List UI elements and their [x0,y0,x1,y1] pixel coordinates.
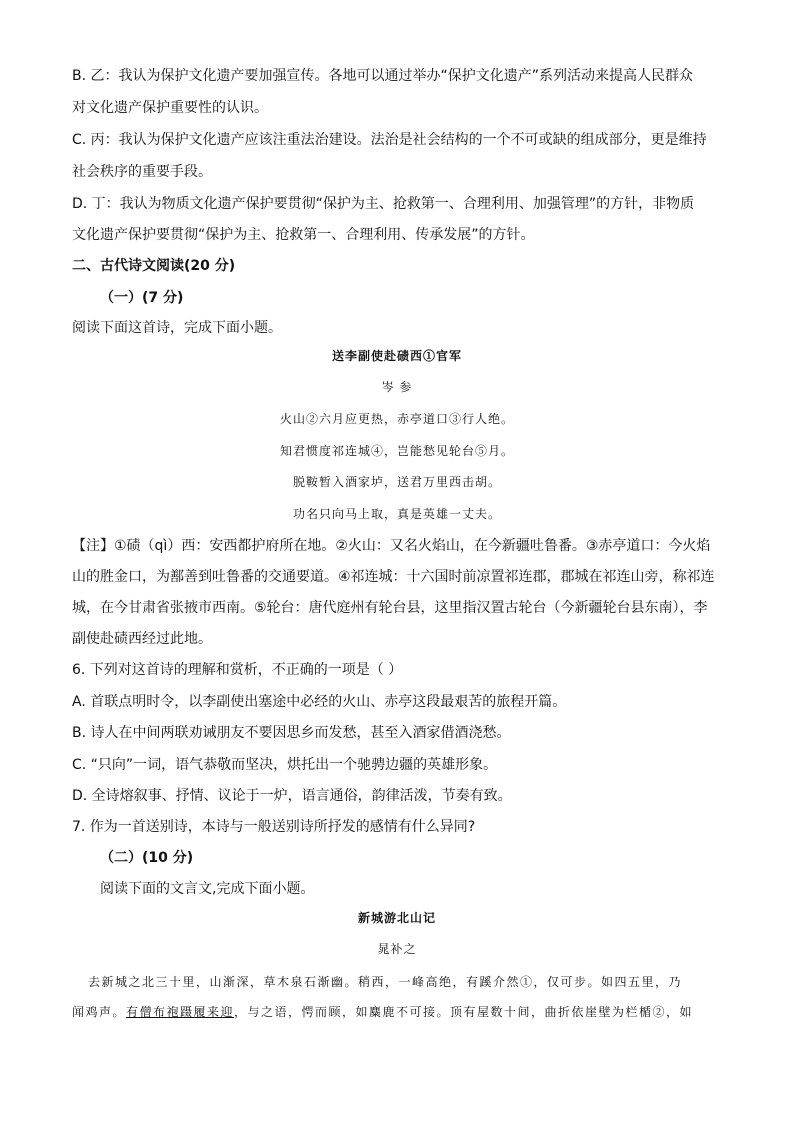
question-6-option-a: A. 首联点明时令，以李副使出塞途中必经的火山、赤亭这段最艰苦的旅程开篇。 [72,694,567,710]
question-7: 7. 作为一首送别诗，本诗与一般送别诗所抒发的感情有什么异同? [72,819,476,835]
question-6-option-d: D. 全诗熔叙事、抒情、议论于一炉，语言通俗，韵律活泼，节奏有致。 [72,788,512,804]
question-6-option-c: C. “只向”一词，语气恭敬而坚决，烘托出一个驰骋边疆的英雄形象。 [72,757,498,773]
poem-author: 岑 参 [381,380,413,394]
option-b-line1: B. 乙：我认为保护文化遗产要加强宣传。各地可以通过举办“保护文化遗产”系列活动来提高人民群众 [72,68,694,84]
option-c-line1: C. 丙：我认为保护文化遗产应该注重法治建设。法治是社会结构的一个不可或缺的组成部分，更是维持 [72,132,707,148]
part1-heading: （一）(7 分) [100,290,184,306]
option-c-line2: 社会秩序的重要手段。 [72,164,212,180]
prose-instruction: 阅读下面的文言文,完成下面小题。 [100,881,315,897]
option-d-line2: 文化遗产保护要贯彻“保护为主、抢救第一、合理利用、传承发展”的方针。 [72,227,535,243]
option-b-line2: 对文化遗产保护重要性的认识。 [72,100,268,116]
question-6-option-b: B. 诗人在中间两联劝诫朋友不要因思乡而发愁，甚至入酒家借酒浇愁。 [72,725,511,741]
option-d-line1: D. 丁：我认为物质文化遗产保护要贯彻“保护为主、抢救第一、合理利用、加强管理”的方针，非物质 [72,196,695,212]
poem-line-2: 知君惯度祁连城④，岂能愁见轮台⑤月。 [279,444,514,458]
prose-line-2-end: ，与之语，愕而顾，如麋鹿不可接。顶有屋数十间，曲折依崖壁为栏楯②，如 [234,1005,694,1019]
part2-heading: （二）(10 分) [100,850,194,866]
notes-line-1: 【注】①碛（qì）西：安西都护府所在地。②火山：又名火焰山，在今新疆吐鲁番。③赤亭道口：今火焰 [72,538,711,554]
section-heading: 二、古代诗文阅读(20 分) [72,258,236,274]
poem-line-3: 脱鞍暂入酒家垆，送君万里西击胡。 [292,475,501,489]
prose-author: 晁补之 [377,942,417,956]
prose-line-2 [72,1002,722,1022]
poem-line-4: 功名只向马上取，真是英雄一丈夫。 [292,507,501,521]
notes-line-2: 山的胜金口，为鄯善到吐鲁番的交通要道。④祁连城：十六国时前凉置祁连郡，郡城在祁连山旁，称祁连 [72,569,715,585]
poem-instruction: 阅读下面这首诗，完成下面小题。 [72,320,282,336]
question-6-stem: 6. 下列对这首诗的理解和赏析，不正确的一项是（ ） [72,662,403,678]
notes-line-3: 城，在今甘肃省张掖市西南。⑤轮台：唐代庭州有轮台县，这里指汉置古轮台（今新疆轮台县东南），李 [72,600,708,616]
prose-title: 新城游北山记 [357,911,436,925]
poem-title: 送李副使赴碛西①官军 [331,349,462,363]
notes-line-4: 副使赴碛西经过此地。 [72,631,212,647]
prose-line-2-start: 闻鸡声。 [72,1005,127,1019]
prose-line-1: 去新城之北三十里，山渐深，草木泉石渐幽。稍西，一峰高绝，有蹊介然①，仅可步。如四五里，乃 [88,975,683,989]
prose-underlined-sentence: 有僧布袍蹑履来迎 [126,1005,235,1019]
poem-line-1: 火山②六月应更热，赤亭道口③行人绝。 [279,412,514,426]
